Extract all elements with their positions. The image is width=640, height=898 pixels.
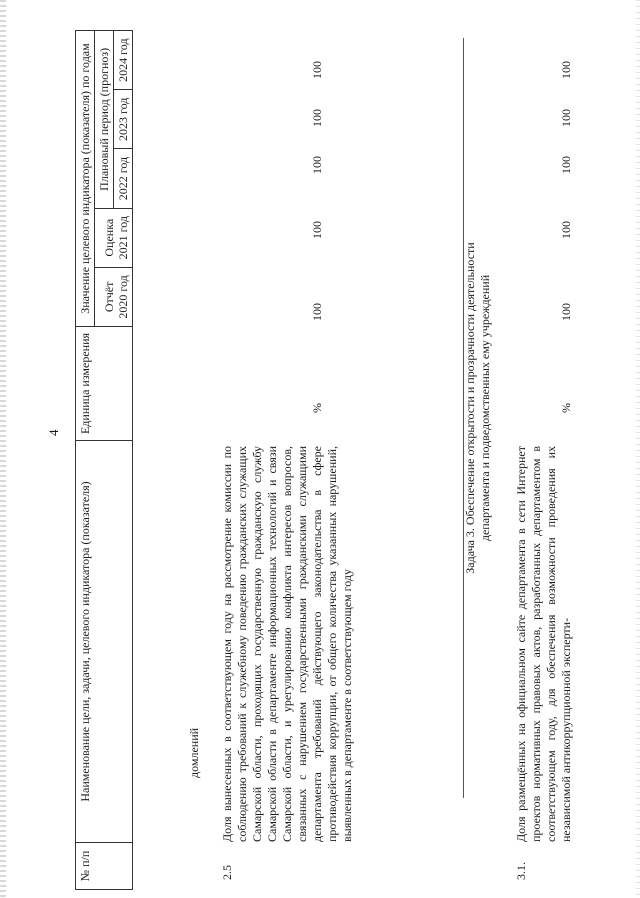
row-number: 2.5 bbox=[220, 865, 234, 880]
row-value-2020: 100 bbox=[559, 303, 573, 321]
row-value-2024: 100 bbox=[559, 61, 573, 79]
row-text: Доля вынесенных в соответствующем году на рассмотрение комиссии по соблюдению требований к служебному поведению гражданских служащих Самарской области, проходящих государственную гражданскую службу Самарской области в департаменте информационных технологий и связи Самарской области, и урегулированию конфликта интересов вопросов, связанных с нарушением государственными гражданскими служащими департамента требований действующего законодательства в сфере противодействия коррупции, от общего количества указанных нарушений, выявленных в департаменте в соответствующем году bbox=[220, 446, 354, 842]
page-number: 4 bbox=[46, 429, 61, 436]
task-3-heading: Задача 3. Обеспечение открытости и прозрачности деятельности департамента и подведомственных ему учреждений bbox=[463, 242, 492, 574]
continued-text-fragment: домлений bbox=[187, 727, 201, 778]
header-estimate-2021: Оценка 2021 год bbox=[95, 208, 133, 267]
row-value-2022: 100 bbox=[559, 156, 573, 174]
row-value-2024: 100 bbox=[310, 61, 324, 79]
row-number: 3.1. bbox=[514, 862, 528, 880]
row-value-2023: 100 bbox=[310, 109, 324, 127]
header-value-group: Значение целевого индикатора (показателя) по годам bbox=[76, 31, 95, 327]
header-unit: Единица измерения bbox=[76, 327, 133, 441]
header-name: Наименование цели, задачи, целевого индикатора (показателя) bbox=[76, 441, 133, 843]
header-year-2022: 2022 год bbox=[114, 149, 133, 208]
header-num: № п/п bbox=[76, 843, 133, 890]
row-unit: % bbox=[310, 403, 324, 413]
header-year-2023: 2023 год bbox=[114, 90, 133, 149]
row-value-2020: 100 bbox=[310, 303, 324, 321]
row-value-2022: 100 bbox=[310, 156, 324, 174]
row-text: Доля размещённых на официальном сайте департамента в сети Интернет проектов нормативных правовых актов, разработанных департаментом в соответствующем году, для обеспечения возможности проведения их независимой антикоррупционной эксперти- bbox=[514, 446, 573, 842]
header-report-2020: Отчёт 2020 год bbox=[95, 267, 133, 326]
header-planned-period: Плановый период (прогноз) bbox=[95, 31, 114, 209]
header-year-2024: 2024 год bbox=[114, 31, 133, 90]
row-value-2021: 100 bbox=[559, 221, 573, 239]
row-value-2023: 100 bbox=[559, 109, 573, 127]
row-value-2021: 100 bbox=[310, 221, 324, 239]
row-unit: % bbox=[559, 403, 573, 413]
indicator-table-header bbox=[75, 30, 133, 890]
